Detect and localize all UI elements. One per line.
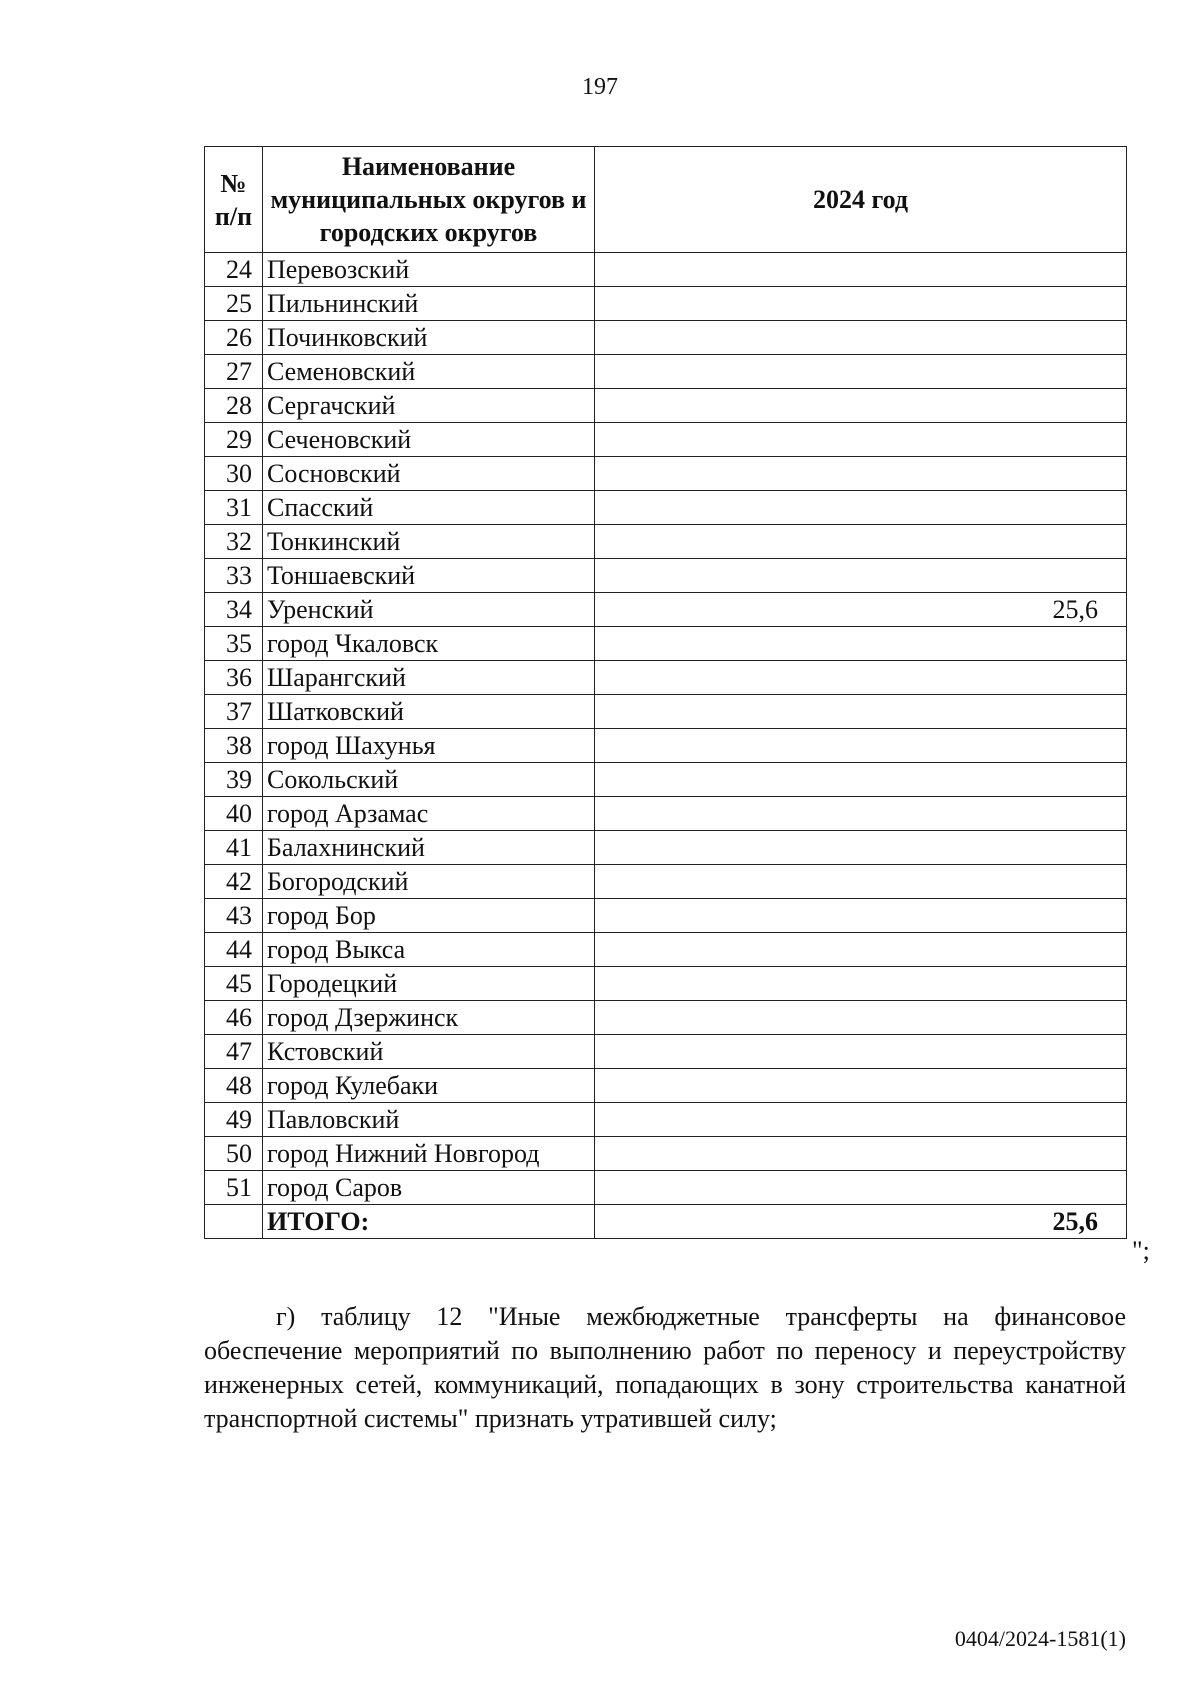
row-number: 51 bbox=[205, 1171, 263, 1205]
row-number: 26 bbox=[205, 321, 263, 355]
row-number: 34 bbox=[205, 593, 263, 627]
closing-quote-mark: "; bbox=[1132, 1236, 1150, 1265]
table-row bbox=[205, 423, 1127, 457]
row-district-name: Сокольский bbox=[263, 763, 595, 797]
amendment-paragraph: г) таблицу 12 "Иные межбюджетные трансферты на финансовое обеспечение мероприятий по выполнению работ по переносу и переустройству инженерных сетей, коммуникаций, попадающих в зону строительства канатной транспортной системы" признать утратившей силу; bbox=[204, 1302, 1126, 1433]
row-value bbox=[595, 559, 1127, 593]
row-district-name: город Саров bbox=[263, 1171, 595, 1205]
row-district-name: Балахнинский bbox=[263, 831, 595, 865]
row-value bbox=[595, 933, 1127, 967]
row-value bbox=[595, 1103, 1127, 1137]
row-district-name: город Нижний Новгород bbox=[263, 1137, 595, 1171]
row-number: 36 bbox=[205, 661, 263, 695]
row-district-name: Сеченовский bbox=[263, 423, 595, 457]
table-row bbox=[205, 933, 1127, 967]
row-value bbox=[595, 457, 1127, 491]
total-empty-cell bbox=[205, 1205, 263, 1239]
row-district-name: город Арзамас bbox=[263, 797, 595, 831]
table-row bbox=[205, 1001, 1127, 1035]
table-row bbox=[205, 967, 1127, 1001]
row-number: 44 bbox=[205, 933, 263, 967]
row-district-name: Городецкий bbox=[263, 967, 595, 1001]
row-value bbox=[595, 525, 1127, 559]
row-value bbox=[595, 865, 1127, 899]
row-number: 35 bbox=[205, 627, 263, 661]
table-row bbox=[205, 1035, 1127, 1069]
row-number: 42 bbox=[205, 865, 263, 899]
table-row bbox=[205, 695, 1127, 729]
row-number: 24 bbox=[205, 253, 263, 287]
row-district-name: Шатковский bbox=[263, 695, 595, 729]
table-row bbox=[205, 797, 1127, 831]
row-district-name: город Кулебаки bbox=[263, 1069, 595, 1103]
row-value bbox=[595, 1035, 1127, 1069]
row-value bbox=[595, 899, 1127, 933]
row-number: 50 bbox=[205, 1137, 263, 1171]
row-district-name: город Шахунья bbox=[263, 729, 595, 763]
table-row bbox=[205, 593, 1127, 627]
row-district-name: Перевозский bbox=[263, 253, 595, 287]
document-code: 0404/2024-1581(1) bbox=[954, 1626, 1126, 1651]
row-value bbox=[595, 321, 1127, 355]
table-header-row bbox=[205, 147, 1127, 253]
table-row bbox=[205, 763, 1127, 797]
table-row bbox=[205, 525, 1127, 559]
table-row bbox=[205, 389, 1127, 423]
row-district-name: город Дзержинск bbox=[263, 1001, 595, 1035]
header-name: Наименование муниципальных округов и городских округов bbox=[263, 147, 595, 253]
row-number: 41 bbox=[205, 831, 263, 865]
row-value bbox=[595, 729, 1127, 763]
table-body bbox=[205, 253, 1127, 1239]
row-district-name: Спасский bbox=[263, 491, 595, 525]
row-district-name: Тонкинский bbox=[263, 525, 595, 559]
row-value bbox=[595, 627, 1127, 661]
table-row bbox=[205, 321, 1127, 355]
table-row bbox=[205, 559, 1127, 593]
table-row bbox=[205, 1069, 1127, 1103]
row-value bbox=[595, 389, 1127, 423]
total-row bbox=[205, 1205, 1127, 1239]
row-value bbox=[595, 491, 1127, 525]
row-district-name: Пильнинский bbox=[263, 287, 595, 321]
row-district-name: Тоншаевский bbox=[263, 559, 595, 593]
row-value bbox=[595, 423, 1127, 457]
table-row bbox=[205, 729, 1127, 763]
row-number: 40 bbox=[205, 797, 263, 831]
table-row bbox=[205, 491, 1127, 525]
row-district-name: Богородский bbox=[263, 865, 595, 899]
row-number: 38 bbox=[205, 729, 263, 763]
row-district-name: Павловский bbox=[263, 1103, 595, 1137]
districts-table bbox=[204, 146, 1127, 1239]
table-row bbox=[205, 355, 1127, 389]
row-number: 31 bbox=[205, 491, 263, 525]
row-value bbox=[595, 1171, 1127, 1205]
table-row bbox=[205, 1103, 1127, 1137]
row-district-name: город Выкса bbox=[263, 933, 595, 967]
row-district-name: город Чкаловск bbox=[263, 627, 595, 661]
row-district-name: Сосновский bbox=[263, 457, 595, 491]
row-number: 46 bbox=[205, 1001, 263, 1035]
table-row bbox=[205, 831, 1127, 865]
row-value bbox=[595, 253, 1127, 287]
row-number: 39 bbox=[205, 763, 263, 797]
row-number: 30 bbox=[205, 457, 263, 491]
row-number: 49 bbox=[205, 1103, 263, 1137]
row-number: 43 bbox=[205, 899, 263, 933]
row-value bbox=[595, 355, 1127, 389]
row-district-name: город Бор bbox=[263, 899, 595, 933]
table-row bbox=[205, 661, 1127, 695]
row-number: 25 bbox=[205, 287, 263, 321]
header-year: 2024 год bbox=[595, 147, 1127, 253]
total-value: 25,6 bbox=[595, 1205, 1127, 1239]
row-value bbox=[595, 797, 1127, 831]
row-district-name: Кстовский bbox=[263, 1035, 595, 1069]
row-number: 37 bbox=[205, 695, 263, 729]
row-value bbox=[595, 1137, 1127, 1171]
row-district-name: Семеновский bbox=[263, 355, 595, 389]
page-number: 197 bbox=[582, 74, 618, 100]
table-row bbox=[205, 253, 1127, 287]
row-number: 47 bbox=[205, 1035, 263, 1069]
row-number: 33 bbox=[205, 559, 263, 593]
row-value bbox=[595, 763, 1127, 797]
row-value: 25,6 bbox=[595, 593, 1127, 627]
row-value bbox=[595, 1001, 1127, 1035]
row-number: 27 bbox=[205, 355, 263, 389]
table-row bbox=[205, 1171, 1127, 1205]
row-number: 32 bbox=[205, 525, 263, 559]
table-row bbox=[205, 457, 1127, 491]
row-number: 45 bbox=[205, 967, 263, 1001]
row-number: 48 bbox=[205, 1069, 263, 1103]
row-number: 28 bbox=[205, 389, 263, 423]
row-district-name: Шарангский bbox=[263, 661, 595, 695]
header-num: № п/п bbox=[205, 147, 263, 253]
row-value bbox=[595, 1069, 1127, 1103]
table-row bbox=[205, 899, 1127, 933]
row-district-name: Сергачский bbox=[263, 389, 595, 423]
row-value bbox=[595, 661, 1127, 695]
row-number: 29 bbox=[205, 423, 263, 457]
row-value bbox=[595, 695, 1127, 729]
row-district-name: Починковский bbox=[263, 321, 595, 355]
row-value bbox=[595, 287, 1127, 321]
table-row bbox=[205, 287, 1127, 321]
table-row bbox=[205, 1137, 1127, 1171]
row-district-name: Уренский bbox=[263, 593, 595, 627]
row-value bbox=[595, 967, 1127, 1001]
table-row bbox=[205, 865, 1127, 899]
total-label: ИТОГО: bbox=[263, 1205, 595, 1239]
table-row bbox=[205, 627, 1127, 661]
row-value bbox=[595, 831, 1127, 865]
